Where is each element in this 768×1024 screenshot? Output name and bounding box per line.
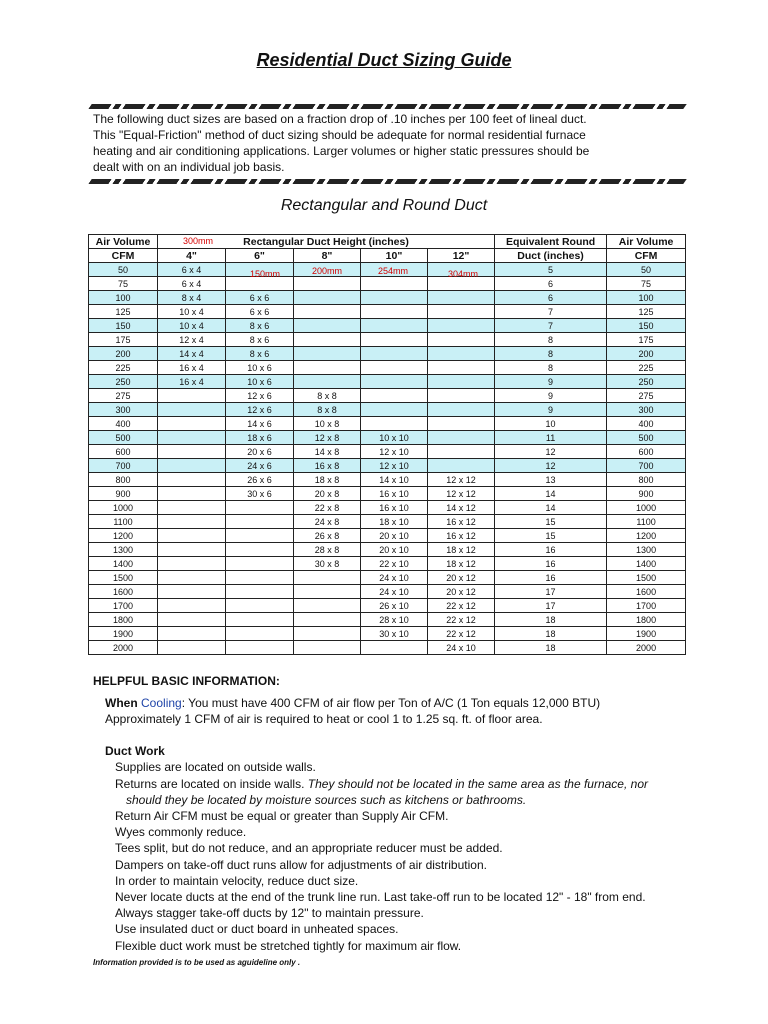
table-cell: [226, 585, 294, 599]
table-row: [89, 333, 686, 347]
table-row: [89, 641, 686, 655]
mm-label-200: 200mm: [312, 266, 343, 276]
table-cell: 16: [495, 557, 607, 571]
table-cell: 9: [495, 375, 607, 389]
table-cell: 1100: [89, 515, 158, 529]
table-cell: 22 x 12: [428, 599, 495, 613]
cooling-line: [105, 695, 600, 711]
table-cell: [428, 389, 495, 403]
table-cell: 8 x 6: [226, 333, 294, 347]
table-row: [89, 613, 686, 627]
cooling-label: Cooling: [141, 696, 182, 710]
table-cell: [226, 641, 294, 655]
table-cell: 12 x 8: [294, 431, 361, 445]
table-cell: 24 x 10: [428, 641, 495, 655]
table-cell: [428, 445, 495, 459]
table-cell: [361, 417, 428, 431]
table-cell: 12 x 10: [361, 459, 428, 473]
table-cell: 1200: [607, 529, 686, 543]
table-cell: [294, 641, 361, 655]
table-cell: 18 x 8: [294, 473, 361, 487]
table-cell: [294, 361, 361, 375]
top-divider: [88, 104, 687, 109]
table-cell: 900: [89, 487, 158, 501]
table-cell: [158, 473, 226, 487]
table-cell: 6 x 4: [158, 263, 226, 277]
table-cell: [158, 501, 226, 515]
table-cell: 24 x 8: [294, 515, 361, 529]
table-cell: 8 x 6: [226, 347, 294, 361]
table-cell: 6 x 6: [226, 291, 294, 305]
table-cell: 1400: [607, 557, 686, 571]
table-cell: [158, 599, 226, 613]
table-cell: 14 x 10: [361, 473, 428, 487]
table-row: [89, 529, 686, 543]
table-cell: 18: [495, 641, 607, 655]
table-row: [89, 403, 686, 417]
table-cell: 400: [89, 417, 158, 431]
table-cell: [428, 431, 495, 445]
mm-label-254: 254mm: [378, 266, 409, 276]
table-cell: 24 x 10: [361, 571, 428, 585]
table-cell: 7: [495, 319, 607, 333]
table-cell: [158, 543, 226, 557]
table-cell: [428, 305, 495, 319]
table-cell: 24 x 6: [226, 459, 294, 473]
duct-work-item: Flexible duct work must be stretched tightly for maximum air flow.: [115, 938, 462, 953]
table-cell: 200: [89, 347, 158, 361]
table-cell: [361, 305, 428, 319]
table-cell: [428, 417, 495, 431]
table-cell: 10 x 4: [158, 319, 226, 333]
table-cell: 20 x 12: [428, 571, 495, 585]
table-subtitle: Rectangular and Round Duct: [280, 197, 488, 214]
table-cell: 275: [89, 389, 158, 403]
intro-paragraph: [93, 111, 693, 175]
table-cell: 900: [607, 487, 686, 501]
header-height-10: 10": [361, 249, 428, 263]
table-cell: [294, 585, 361, 599]
table-cell: [226, 515, 294, 529]
header-height-4: 4": [158, 249, 226, 263]
table-cell: 1900: [89, 627, 158, 641]
table-cell: [158, 431, 226, 445]
table-cell: 1300: [89, 543, 158, 557]
table-cell: 16 x 8: [294, 459, 361, 473]
table-cell: [361, 291, 428, 305]
table-cell: [294, 613, 361, 627]
table-row: [89, 599, 686, 613]
table-cell: 8: [495, 361, 607, 375]
approx-line: Approximately 1 CFM of air is required to heat or cool 1 to 1.25 sq. ft. of floor area.: [105, 712, 543, 726]
table-cell: [428, 347, 495, 361]
table-cell: 14: [495, 487, 607, 501]
table-cell: 8 x 4: [158, 291, 226, 305]
table-row: [89, 319, 686, 333]
table-cell: 1200: [89, 529, 158, 543]
table-cell: 10 x 4: [158, 305, 226, 319]
table-cell: [158, 515, 226, 529]
intro-line: dealt with on an individual job basis.: [93, 160, 285, 174]
table-cell: 75: [607, 277, 686, 291]
table-row: [89, 291, 686, 305]
duct-work-item: Wyes commonly reduce.: [115, 825, 247, 840]
table-cell: 225: [607, 361, 686, 375]
table-cell: 6: [495, 291, 607, 305]
table-cell: 50: [607, 263, 686, 277]
table-cell: 14 x 4: [158, 347, 226, 361]
table-cell: 30 x 10: [361, 627, 428, 641]
table-cell: 20 x 8: [294, 487, 361, 501]
intro-line: heating and air conditioning applications. Larger volumes or higher static pressures should be: [93, 144, 590, 158]
intro-line: This "Equal-Friction" method of duct sizing should be adequate for normal residential furnace: [93, 128, 586, 142]
table-cell: 14 x 8: [294, 445, 361, 459]
duct-work-item: Use insulated duct or duct board in unheated spaces.: [115, 922, 399, 937]
table-cell: 18 x 12: [428, 543, 495, 557]
table-cell: 200: [607, 347, 686, 361]
table-cell: [158, 445, 226, 459]
table-cell: 10 x 6: [226, 375, 294, 389]
duct-sizing-table: [88, 234, 686, 655]
header-height-8: 8": [294, 249, 361, 263]
table-cell: 700: [607, 459, 686, 473]
table-cell: [294, 291, 361, 305]
table-cell: 8: [495, 347, 607, 361]
table-cell: 100: [89, 291, 158, 305]
table-cell: 9: [495, 403, 607, 417]
table-cell: [361, 375, 428, 389]
table-cell: 20 x 6: [226, 445, 294, 459]
table-cell: 30 x 8: [294, 557, 361, 571]
table-cell: 14: [495, 501, 607, 515]
table-cell: 15: [495, 515, 607, 529]
table-cell: [294, 347, 361, 361]
table-cell: [226, 571, 294, 585]
table-cell: 400: [607, 417, 686, 431]
table-cell: 16: [495, 543, 607, 557]
table-cell: [361, 333, 428, 347]
table-cell: 12 x 10: [361, 445, 428, 459]
table-cell: 12 x 6: [226, 403, 294, 417]
table-cell: 500: [607, 431, 686, 445]
table-cell: [361, 403, 428, 417]
table-row: [89, 445, 686, 459]
table-cell: 600: [607, 445, 686, 459]
table-cell: [294, 571, 361, 585]
table-cell: [158, 417, 226, 431]
duct-work-item: Dampers on take-off duct runs allow for adjustments of air distribution.: [115, 857, 487, 872]
table-cell: [158, 529, 226, 543]
table-cell: 10 x 6: [226, 361, 294, 375]
table-cell: 175: [89, 333, 158, 347]
cooling-text: : You must have 400 CFM of air flow per Ton of A/C (1 Ton equals 12,000 BTU): [181, 696, 601, 710]
header-height-6: 6": [226, 249, 294, 263]
table-cell: [361, 319, 428, 333]
table-cell: 225: [89, 361, 158, 375]
table-cell: 16 x 10: [361, 501, 428, 515]
table-cell: 1100: [607, 515, 686, 529]
table-cell: [428, 319, 495, 333]
table-cell: 1400: [89, 557, 158, 571]
table-cell: 12 x 12: [428, 473, 495, 487]
table-cell: [361, 277, 428, 291]
table-row: [89, 557, 686, 571]
bottom-divider: [88, 179, 687, 184]
table-cell: 10: [495, 417, 607, 431]
table-cell: [361, 361, 428, 375]
table-cell: [226, 501, 294, 515]
table-cell: [226, 599, 294, 613]
table-cell: 175: [607, 333, 686, 347]
footnote: Information provided is to be used as aguideline only .: [93, 958, 301, 967]
duct-work-item: Return Air CFM must be equal or greater than Supply Air CFM.: [115, 809, 449, 823]
table-cell: 300: [607, 403, 686, 417]
table-row: [89, 473, 686, 487]
table-cell: 125: [607, 305, 686, 319]
table-cell: 26 x 6: [226, 473, 294, 487]
table-cell: [294, 305, 361, 319]
intro-line: The following duct sizes are based on a fraction drop of .10 inches per 100 feet of lineal duct.: [93, 112, 587, 126]
table-row: [89, 347, 686, 361]
header-cfm-left: CFM: [89, 249, 158, 263]
table-cell: 18 x 6: [226, 431, 294, 445]
mm-label-304: 304mm: [448, 269, 479, 279]
table-cell: 16 x 4: [158, 375, 226, 389]
table-cell: [428, 333, 495, 347]
returns-line: [115, 776, 648, 792]
table-cell: 20 x 10: [361, 529, 428, 543]
table-cell: 8 x 8: [294, 403, 361, 417]
table-cell: 100: [607, 291, 686, 305]
header-air-volume-left: Air Volume: [89, 235, 158, 249]
table-row: [89, 585, 686, 599]
table-cell: 250: [607, 375, 686, 389]
when-label: When: [105, 696, 138, 710]
returns-text: Returns are located on inside walls.: [115, 777, 305, 791]
table-cell: [361, 641, 428, 655]
table-cell: 1700: [89, 599, 158, 613]
table-cell: 300: [89, 403, 158, 417]
table-cell: [294, 627, 361, 641]
table-cell: 12: [495, 459, 607, 473]
table-cell: [158, 389, 226, 403]
table-cell: 8 x 6: [226, 319, 294, 333]
table-row: [89, 571, 686, 585]
table-row: [89, 277, 686, 291]
table-cell: [226, 627, 294, 641]
table-cell: 16 x 10: [361, 487, 428, 501]
table-cell: [294, 319, 361, 333]
table-cell: 10 x 8: [294, 417, 361, 431]
table-cell: [158, 403, 226, 417]
table-cell: 125: [89, 305, 158, 319]
table-cell: 500: [89, 431, 158, 445]
table-cell: 6: [495, 277, 607, 291]
table-cell: 20 x 12: [428, 585, 495, 599]
table-row: [89, 431, 686, 445]
table-row: [89, 543, 686, 557]
mm-label-150: 150mm: [250, 269, 281, 279]
table-cell: 16 x 12: [428, 515, 495, 529]
table-cell: 12: [495, 445, 607, 459]
table-row: [89, 305, 686, 319]
table-cell: 20 x 10: [361, 543, 428, 557]
table-cell: 50: [89, 263, 158, 277]
table-cell: [294, 333, 361, 347]
table-cell: 12 x 6: [226, 389, 294, 403]
table-cell: 1900: [607, 627, 686, 641]
table-cell: 700: [89, 459, 158, 473]
table-cell: 12 x 12: [428, 487, 495, 501]
table-cell: 250: [89, 375, 158, 389]
returns-italic: They should not be located in the same area as the furnace, nor: [307, 777, 648, 791]
table-cell: 1500: [89, 571, 158, 585]
table-cell: [428, 375, 495, 389]
table-cell: 75: [89, 277, 158, 291]
table-cell: [158, 585, 226, 599]
header-cfm-right: CFM: [607, 249, 686, 263]
duct-work-heading: Duct Work: [105, 744, 165, 758]
table-cell: 800: [89, 473, 158, 487]
table-row: [89, 375, 686, 389]
table-cell: 1800: [607, 613, 686, 627]
table-cell: 30 x 6: [226, 487, 294, 501]
table-cell: [361, 347, 428, 361]
table-cell: 18 x 12: [428, 557, 495, 571]
duct-work-item: Always stagger take-off ducts by 12" to maintain pressure.: [115, 906, 424, 921]
table-cell: 22 x 12: [428, 627, 495, 641]
table-cell: [158, 557, 226, 571]
table-cell: [428, 459, 495, 473]
header-height-12: 12": [428, 249, 495, 263]
table-cell: [226, 613, 294, 627]
table-cell: 2000: [607, 641, 686, 655]
table-cell: 2000: [89, 641, 158, 655]
table-row: [89, 389, 686, 403]
table-cell: [158, 459, 226, 473]
table-cell: 12 x 4: [158, 333, 226, 347]
table-cell: 8: [495, 333, 607, 347]
table-cell: 1600: [89, 585, 158, 599]
table-cell: 600: [89, 445, 158, 459]
table-cell: [158, 571, 226, 585]
header-rect-height: Rectangular Duct Height (inches): [158, 235, 495, 249]
table-cell: [294, 375, 361, 389]
table-cell: 5: [495, 263, 607, 277]
table-row: [89, 417, 686, 431]
table-cell: 1800: [89, 613, 158, 627]
table-cell: [158, 487, 226, 501]
table-cell: 16 x 4: [158, 361, 226, 375]
table-cell: 26 x 8: [294, 529, 361, 543]
duct-work-item: In order to maintain velocity, reduce duct size.: [115, 873, 359, 888]
table-cell: 1000: [607, 501, 686, 515]
table-cell: [428, 361, 495, 375]
table-row: [89, 501, 686, 515]
table-cell: 16 x 12: [428, 529, 495, 543]
table-cell: 22 x 12: [428, 613, 495, 627]
table-row: [89, 487, 686, 501]
table-cell: 22 x 8: [294, 501, 361, 515]
table-cell: [361, 389, 428, 403]
supplies-line: Supplies are located on outside walls.: [115, 760, 316, 774]
table-cell: 11: [495, 431, 607, 445]
table-cell: 18 x 10: [361, 515, 428, 529]
duct-work-item: Tees split, but do not reduce, and an appropriate reducer must be added.: [115, 841, 503, 856]
table-cell: 26 x 10: [361, 599, 428, 613]
table-cell: 10 x 10: [361, 431, 428, 445]
table-cell: 6 x 4: [158, 277, 226, 291]
table-row: [89, 627, 686, 641]
table-cell: 9: [495, 389, 607, 403]
table-cell: 18: [495, 627, 607, 641]
returns-italic-2: should they be located by moisture sources such as kitchens or bathrooms.: [126, 793, 527, 807]
table-cell: [158, 641, 226, 655]
table-cell: 17: [495, 599, 607, 613]
table-cell: 6 x 6: [226, 305, 294, 319]
table-cell: 7: [495, 305, 607, 319]
table-cell: 150: [607, 319, 686, 333]
table-cell: [294, 599, 361, 613]
table-cell: 28 x 10: [361, 613, 428, 627]
table-cell: [226, 557, 294, 571]
table-row: [89, 515, 686, 529]
table-row: [89, 459, 686, 473]
table-cell: 1300: [607, 543, 686, 557]
table-cell: 18: [495, 613, 607, 627]
table-cell: 15: [495, 529, 607, 543]
table-cell: 22 x 10: [361, 557, 428, 571]
page-title: Residential Duct Sizing Guide: [256, 50, 512, 70]
table-cell: [428, 403, 495, 417]
table-cell: [158, 627, 226, 641]
mm-label-300: 300mm: [183, 236, 214, 246]
table-cell: 14 x 12: [428, 501, 495, 515]
table-cell: 800: [607, 473, 686, 487]
table-cell: 24 x 10: [361, 585, 428, 599]
info-heading: HELPFUL BASIC INFORMATION:: [93, 674, 280, 688]
table-cell: 275: [607, 389, 686, 403]
table-cell: 14 x 6: [226, 417, 294, 431]
table-cell: 1700: [607, 599, 686, 613]
table-cell: 1500: [607, 571, 686, 585]
table-cell: [158, 613, 226, 627]
table-cell: 1000: [89, 501, 158, 515]
table-row: [89, 361, 686, 375]
table-cell: 1600: [607, 585, 686, 599]
header-air-volume-right: Air Volume: [607, 235, 686, 249]
table-cell: [428, 291, 495, 305]
table-cell: [226, 529, 294, 543]
table-cell: [294, 277, 361, 291]
duct-work-item: Never locate ducts at the end of the trunk line run. Last take-off run to be located 12" - 18" from end.: [115, 890, 646, 904]
table-cell: 16: [495, 571, 607, 585]
table-cell: 17: [495, 585, 607, 599]
header-round: Equivalent Round: [495, 235, 607, 249]
table-cell: [226, 543, 294, 557]
header-round-2: Duct (inches): [495, 249, 607, 263]
table-cell: 13: [495, 473, 607, 487]
table-cell: 28 x 8: [294, 543, 361, 557]
table-cell: 8 x 8: [294, 389, 361, 403]
table-cell: 150: [89, 319, 158, 333]
